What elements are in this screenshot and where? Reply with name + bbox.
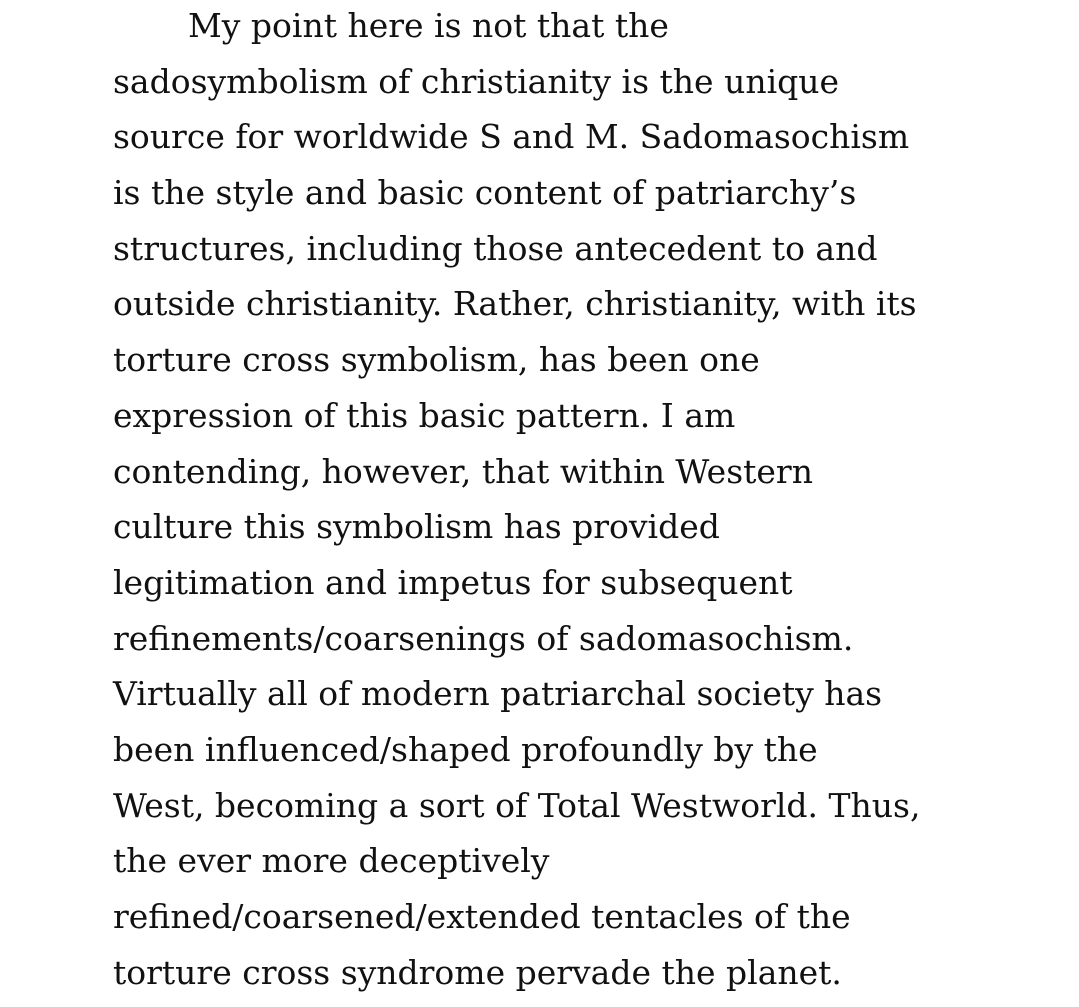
text-line: West, becoming a sort of Total Westworld. Thus, — [113, 785, 921, 825]
text-line: culture this symbolism has provided — [113, 507, 720, 547]
reading-page — [113, 0, 1013, 1002]
text-line: Virtually all of modern patriarchal society has — [113, 674, 883, 714]
text-line: refinements/coarsenings of sadomasochism. — [113, 618, 854, 658]
text-line: the ever more deceptively — [113, 841, 550, 881]
body-paragraph — [113, 0, 1013, 1002]
text-line: is the style and basic content of patriarchy’s — [113, 173, 857, 213]
text-line: structures, including those antecedent to and — [113, 228, 878, 268]
text-line: sadosymbolism of christianity is the unique — [113, 61, 840, 101]
text-line: legitimation and impetus for subsequent — [113, 562, 793, 602]
text-line: source for worldwide S and M. Sadomasochism — [113, 117, 910, 157]
text-line: My point here is not that the — [188, 6, 669, 45]
text-line: been influenced/shaped profoundly by the — [113, 729, 818, 769]
text-line: contending, however, that within Western — [113, 451, 813, 491]
text-line: refined/coarsened/extended tentacles of the — [113, 897, 851, 936]
text-line: expression of this basic pattern. I am — [113, 395, 736, 435]
text-line: outside christianity. Rather, christianity, with its — [113, 284, 917, 324]
text-line: torture cross symbolism, has been one — [113, 340, 760, 380]
text-line: torture cross syndrome pervade the planet. — [113, 952, 842, 992]
